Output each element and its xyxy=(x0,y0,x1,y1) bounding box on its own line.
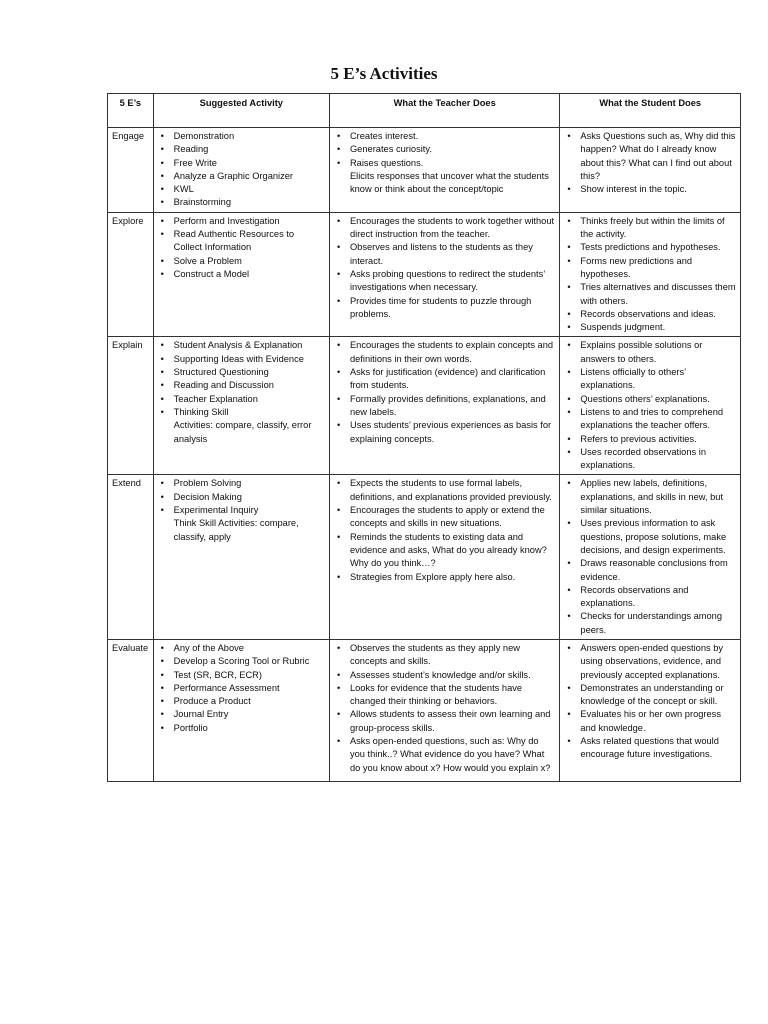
teacher-cell xyxy=(329,128,559,213)
list-item: • Looks for evidence that the students have changed their thinking or behaviors. xyxy=(334,682,555,709)
table-body xyxy=(108,128,741,782)
list-item: • Observes the students as they apply new concepts and skills. xyxy=(334,642,555,669)
phase-cell: Engage xyxy=(108,128,154,213)
activity-cell xyxy=(153,337,329,475)
list-item: • Supporting Ideas with Evidence xyxy=(158,353,325,366)
list-item: • Generates curiosity. xyxy=(334,143,555,156)
activity-list xyxy=(158,130,325,210)
list-item: • Listens officially to others’ explanations. xyxy=(564,366,736,393)
phase-cell: Explain xyxy=(108,337,154,475)
list-item: • Brainstorming xyxy=(158,196,325,209)
list-item: • Applies new labels, definitions, explanations, and skills in new, but similar situations. xyxy=(564,477,736,517)
list-item: • Assesses student’s knowledge and/or skills. xyxy=(334,669,555,682)
teacher-cell xyxy=(329,639,559,781)
list-item: • Answers open-ended questions by using observations, evidence, and previously accepted explanations. xyxy=(564,642,736,682)
list-item: • Student Analysis & Explanation xyxy=(158,339,325,352)
activity-list xyxy=(158,339,325,445)
student-list xyxy=(564,339,736,472)
list-item: • Refers to previous activities. xyxy=(564,433,736,446)
list-item: • Strategies from Explore apply here also. xyxy=(334,571,555,584)
list-item: • Show interest in the topic. xyxy=(564,183,736,196)
list-item: • Questions others’ explanations. xyxy=(564,393,736,406)
student-list xyxy=(564,477,736,637)
list-item: • Suspends judgment. xyxy=(564,321,736,334)
list-item: • Tries alternatives and discusses them with others. xyxy=(564,281,736,308)
activity-list xyxy=(158,477,325,543)
list-item: • Uses students’ previous experiences as basis for explaining concepts. xyxy=(334,419,555,446)
list-item: • Decision Making xyxy=(158,491,325,504)
table-row xyxy=(108,337,741,475)
list-item: • Asks related questions that would encourage future investigations. xyxy=(564,735,736,762)
list-item: • Read Authentic Resources to Collect Information xyxy=(158,228,325,255)
list-item: • Thinks freely but within the limits of the activity. xyxy=(564,215,736,242)
teacher-list xyxy=(334,642,555,775)
list-item: • Asks Questions such as, Why did this happen? What do I already know about this? What can I find out about this? xyxy=(564,130,736,183)
list-item: • Asks probing questions to redirect the students’ investigations when necessary. xyxy=(334,268,555,295)
list-item: • Performance Assessment xyxy=(158,682,325,695)
teacher-list xyxy=(334,477,555,583)
list-item: Think Skill Activities: compare, classify, apply xyxy=(173,518,299,542)
list-item: • Teacher Explanation xyxy=(158,393,325,406)
list-item: • KWL xyxy=(158,183,325,196)
list-item: • Experimental Inquiry xyxy=(158,504,325,517)
list-item: • Provides time for students to puzzle through problems. xyxy=(334,295,555,322)
teacher-list xyxy=(334,130,555,196)
table-header-row xyxy=(108,94,741,128)
list-item: • Reading xyxy=(158,143,325,156)
student-list xyxy=(564,215,736,335)
header-student: What the Student Does xyxy=(560,94,741,128)
teacher-cell xyxy=(329,212,559,337)
header-5es: 5 E’s xyxy=(108,94,154,128)
list-item: • Encourages the students to apply or extend the concepts and skills in new situations. xyxy=(334,504,555,531)
list-item: • Tests predictions and hypotheses. xyxy=(564,241,736,254)
list-item: • Asks open-ended questions, such as: Why do you think..? What evidence do you have? What do you know about x? How would you explain x? xyxy=(334,735,555,775)
list-item: • Test (SR, BCR, ECR) xyxy=(158,669,325,682)
list-item: • Demonstration xyxy=(158,130,325,143)
list-item: • Reminds the students to existing data and evidence and asks, What do you already know? Why do you think…? xyxy=(334,531,555,571)
student-cell xyxy=(560,639,741,781)
table-row xyxy=(108,212,741,337)
list-item: • Observes and listens to the students as they interact. xyxy=(334,241,555,268)
list-item: • Produce a Product xyxy=(158,695,325,708)
teacher-cell xyxy=(329,337,559,475)
list-item: • Structured Questioning xyxy=(158,366,325,379)
list-item: • Allows students to assess their own learning and group-process skills. xyxy=(334,708,555,735)
list-item: • Free Write xyxy=(158,157,325,170)
list-item: • Journal Entry xyxy=(158,708,325,721)
list-item: • Perform and Investigation xyxy=(158,215,325,228)
list-item: • Forms new predictions and hypotheses. xyxy=(564,255,736,282)
activity-cell xyxy=(153,639,329,781)
list-item: • Uses previous information to ask questions, propose solutions, make decisions, and design experiments. xyxy=(564,517,736,557)
list-item: • Listens to and tries to comprehend explanations the teacher offers. xyxy=(564,406,736,433)
student-cell xyxy=(560,475,741,640)
student-list xyxy=(564,130,736,196)
list-item: • Demonstrates an understanding or knowledge of the concept or skill. xyxy=(564,682,736,709)
list-item: • Evaluates his or her own progress and knowledge. xyxy=(564,708,736,735)
list-item: • Develop a Scoring Tool or Rubric xyxy=(158,655,325,668)
phase-cell: Explore xyxy=(108,212,154,337)
list-item: • Checks for understandings among peers. xyxy=(564,610,736,637)
student-cell xyxy=(560,128,741,213)
list-item: • Solve a Problem xyxy=(158,255,325,268)
activity-cell xyxy=(153,475,329,640)
activity-list xyxy=(158,642,325,735)
table-row xyxy=(108,128,741,213)
teacher-list xyxy=(334,339,555,445)
list-item: • Creates interest. xyxy=(334,130,555,143)
list-item: • Encourages the students to explain concepts and definitions in their own words. xyxy=(334,339,555,366)
phase-cell: Extend xyxy=(108,475,154,640)
activity-cell xyxy=(153,212,329,337)
student-cell xyxy=(560,337,741,475)
list-item: • Any of the Above xyxy=(158,642,325,655)
list-item: Activities: compare, classify, error analysis xyxy=(173,420,312,444)
document-title: 5 E’s Activities xyxy=(330,64,438,83)
teacher-list xyxy=(334,215,555,321)
list-item: • Raises questions. xyxy=(334,157,555,170)
list-item: • Reading and Discussion xyxy=(158,379,325,392)
list-item: • Encourages the students to work together without direct instruction from the teacher. xyxy=(334,215,555,242)
list-item: • Problem Solving xyxy=(158,477,325,490)
list-item: • Records observations and ideas. xyxy=(564,308,736,321)
table-row xyxy=(108,639,741,781)
header-suggested-activity: Suggested Activity xyxy=(153,94,329,128)
list-item: • Asks for justification (evidence) and clarification from students. xyxy=(334,366,555,393)
list-item: Elicits responses that uncover what the students know or think about the concept/topic xyxy=(349,170,549,195)
list-item: • Formally provides definitions, explanations, and new labels. xyxy=(334,393,555,420)
list-item: • Thinking Skill xyxy=(158,406,325,419)
activity-list xyxy=(158,215,325,281)
list-item: • Construct a Model xyxy=(158,268,325,281)
student-cell xyxy=(560,212,741,337)
table-row xyxy=(108,475,741,640)
list-item: • Draws reasonable conclusions from evidence. xyxy=(564,557,736,584)
list-item: • Portfolio xyxy=(158,722,325,735)
header-teacher: What the Teacher Does xyxy=(329,94,559,128)
list-item: • Expects the students to use formal labels, definitions, and explanations provided previously. xyxy=(334,477,555,504)
list-item: • Uses recorded observations in explanations. xyxy=(564,446,736,473)
list-item: • Records observations and explanations. xyxy=(564,584,736,611)
teacher-cell xyxy=(329,475,559,640)
activity-cell xyxy=(153,128,329,213)
five-e-table xyxy=(107,93,741,782)
list-item: • Explains possible solutions or answers to others. xyxy=(564,339,736,366)
phase-cell: Evaluate xyxy=(108,639,154,781)
student-list xyxy=(564,642,736,762)
list-item: • Analyze a Graphic Organizer xyxy=(158,170,325,183)
